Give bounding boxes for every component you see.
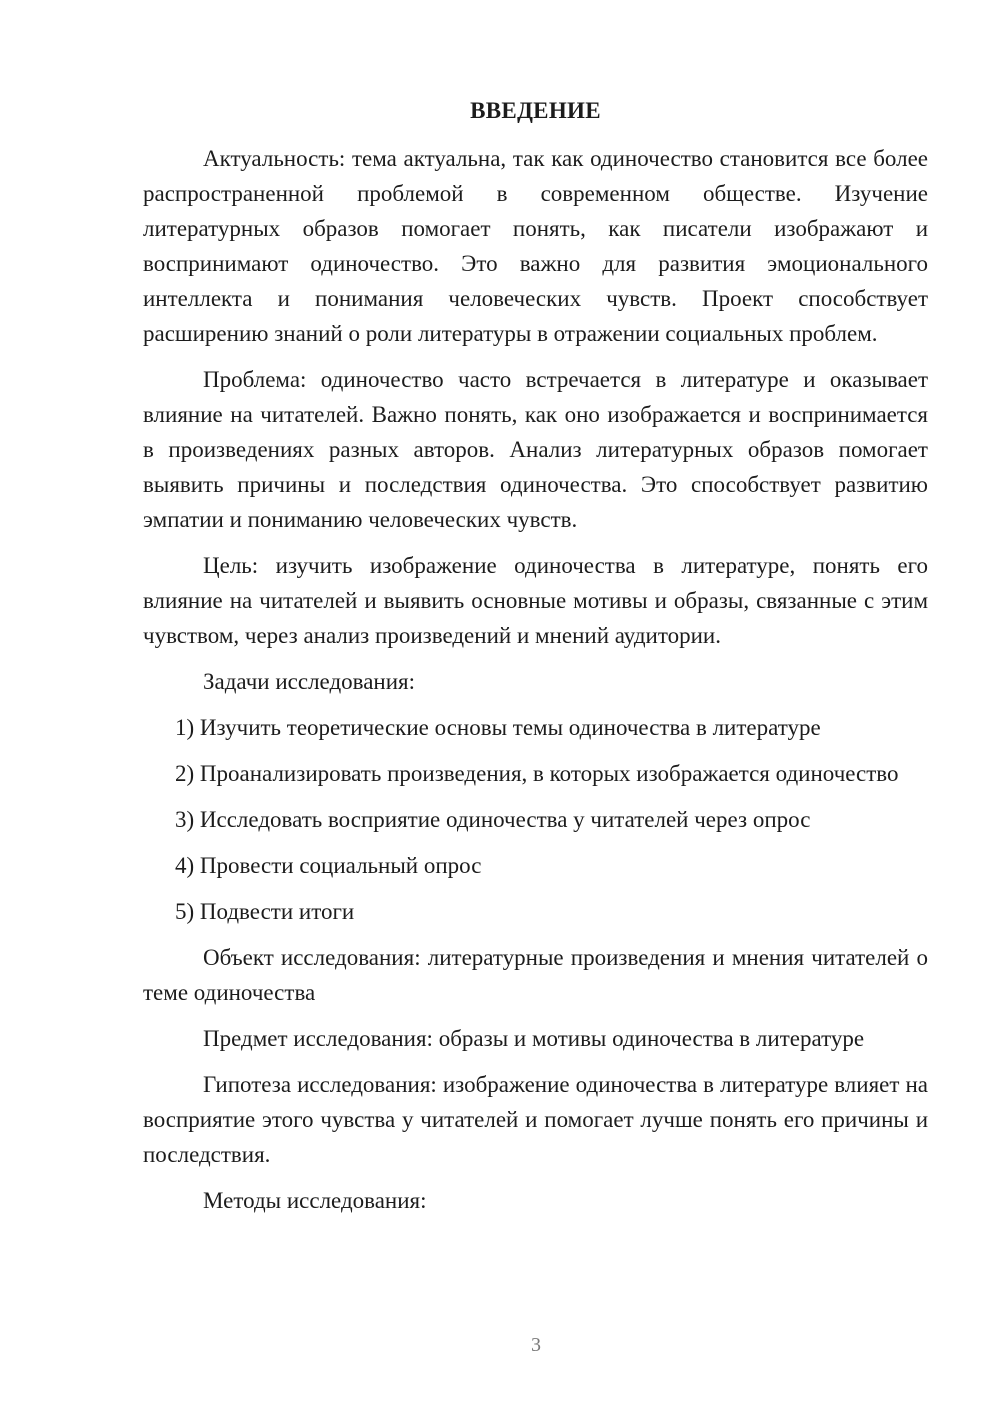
task-item-1: 1) Изучить теоретические основы темы одиночества в литературе xyxy=(175,715,821,740)
problem-paragraph: Проблема: одиночество часто встречается в литературе и оказывает влияние на читателей. Важно понять, как оно изображается и воспринимается в произведениях разных авторов. Анализ литературных образов помогает выявить причины и последствия одиночества. Это способствует развитию эмпатии и пониманию человеческих чувств. xyxy=(143,367,928,532)
relevance-paragraph: Актуальность: тема актуальна, так как одиночество становится все более распространенной проблемой в современном обществе. Изучение литературных образов помогает понять, как писатели изображают и воспринимают одиночество. Это важно для развития эмоционального интеллекта и понимания человеческих чувств. Проект способствует расширению знаний о роли литературы в отражении социальных проблем. xyxy=(143,146,928,346)
subject-paragraph: Предмет исследования: образы и мотивы одиночества в литературе xyxy=(203,1026,865,1051)
task-item-3: 3) Исследовать восприятие одиночества у читателей через опрос xyxy=(175,807,811,832)
hypothesis-paragraph: Гипотеза исследования: изображение одиночества в литературе влияет на восприятие этого чувства у читателей и помогает лучше понять его причины и последствия. xyxy=(143,1072,928,1167)
goal-paragraph: Цель: изучить изображение одиночества в литературе, понять его влияние на читателей и выявить основные мотивы и образы, связанные с этим чувством, через анализ произведений и мнений аудитории. xyxy=(143,553,928,648)
task-item-2: 2) Проанализировать произведения, в которых изображается одиночество xyxy=(175,761,899,786)
object-paragraph: Объект исследования: литературные произведения и мнения читателей о теме одиночества xyxy=(143,945,928,1005)
tasks-heading: Задачи исследования: xyxy=(203,669,416,694)
methods-heading: Методы исследования: xyxy=(203,1188,427,1213)
task-item-4: 4) Провести социальный опрос xyxy=(175,853,482,878)
page-number: 3 xyxy=(531,1334,541,1356)
task-item-5: 5) Подвести итоги xyxy=(175,899,355,924)
page-content xyxy=(143,93,928,1229)
section-title: ВВЕДЕНИЕ xyxy=(470,98,601,123)
